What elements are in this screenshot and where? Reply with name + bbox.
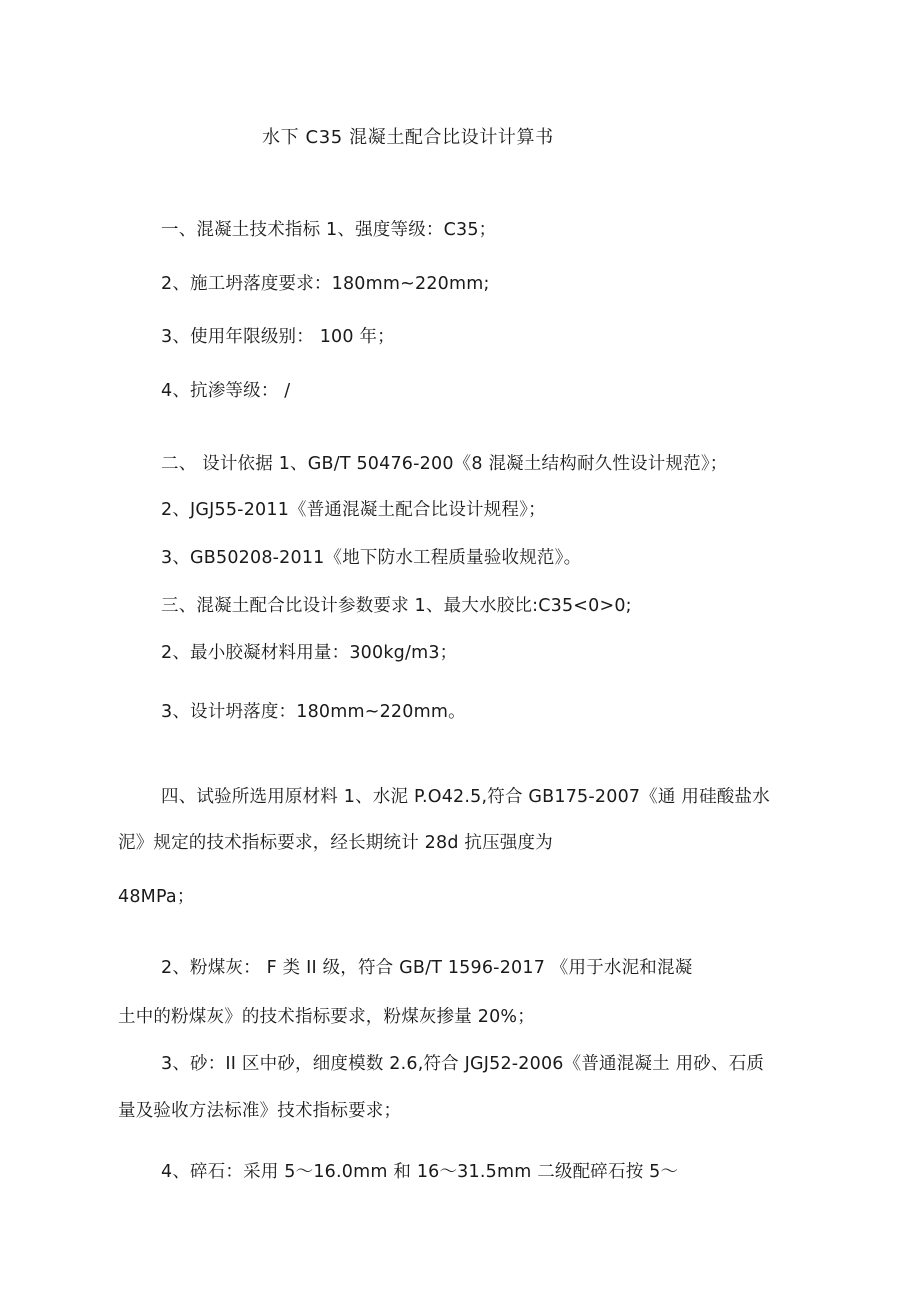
text-line: 3、砂：II 区中砂，细度模数 2.6,符合 JGJ52-2006《普通混凝土 用砂、石质 xyxy=(161,1054,765,1074)
text-line: 泥》规定的技术指标要求，经长期统计 28d 抗压强度为 xyxy=(118,833,553,853)
document-title: 水下 C35 混凝土配合比设计计算书 xyxy=(262,127,554,148)
text-line: 一、混凝土技术指标 1、强度等级：C35； xyxy=(161,220,497,240)
text-line: 四、试验所选用原材料 1、水泥 P.O42.5,符合 GB175-2007《通 用硅酸盐水 xyxy=(161,787,770,807)
text-line: 2、施工坍落度要求：180mm~220mm; xyxy=(161,274,490,294)
text-line: 2、最小胶凝材料用量：300kg/m3； xyxy=(161,643,458,663)
text-line: 4、抗渗等级： / xyxy=(161,381,291,401)
text-line: 二、 设计依据 1、GB/T 50476-200《8 混凝土结构耐久性设计规范》； xyxy=(161,454,728,474)
text-line: 2、JGJ55-2011《普通混凝土配合比设计规程》； xyxy=(161,500,546,520)
text-line: 量及验收方法标准》技术指标要求； xyxy=(118,1101,402,1121)
text-line: 3、使用年限级别： 100 年； xyxy=(161,327,395,347)
text-line: 3、GB50208-2011《地下防水工程质量验收规范》。 xyxy=(161,548,582,568)
text-line: 3、设计坍落度：180mm~220mm。 xyxy=(161,702,466,722)
text-line: 2、粉煤灰： F 类 II 级，符合 GB/T 1596-2017 《用于水泥和混凝 xyxy=(161,958,693,978)
text-line: 土中的粉煤灰》的技术指标要求，粉煤灰掺量 20%； xyxy=(118,1007,535,1027)
text-line: 三、混凝土配合比设计参数要求 1、最大水胶比:C35<0>0; xyxy=(161,596,632,616)
text-line: 48MPa； xyxy=(118,887,195,907)
text-line: 4、碎石：采用 5〜16.0mm 和 16〜31.5mm 二级配碎石按 5〜 xyxy=(161,1162,679,1182)
